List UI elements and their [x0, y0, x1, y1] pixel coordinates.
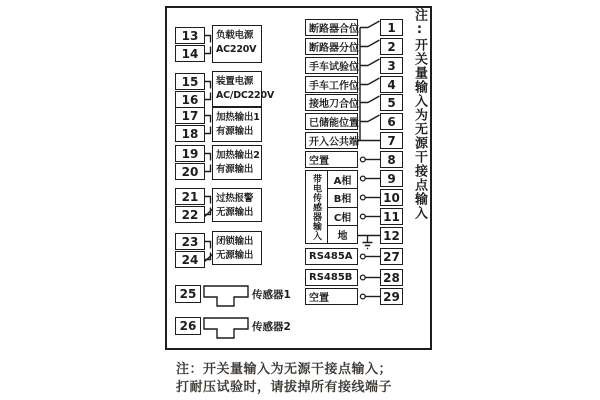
terminal-25: 25 — [175, 285, 201, 303]
label-line: 装置电源 — [216, 76, 254, 87]
sensor1-connector-shape — [204, 286, 248, 306]
pair-hook — [205, 36, 211, 54]
live-sensor-group-label: 带电传感器输入 — [306, 171, 328, 243]
label-phase-a: A相 — [328, 171, 357, 189]
terminal-22: 22 — [175, 206, 205, 223]
contact-symbol-icon — [360, 21, 380, 28]
contact-symbol-icon — [360, 40, 380, 47]
terminal-19: 19 — [175, 145, 205, 162]
label-breaker-open: 断路器分位 — [305, 38, 358, 55]
label-line: 有源输出 — [216, 126, 254, 137]
label-line: AC/DC220V — [216, 90, 275, 101]
label-spare-29: 空置 — [305, 288, 358, 305]
pair-hook — [205, 154, 211, 172]
live-sensor-phase-cells — [328, 171, 357, 243]
contact-symbol-icon — [360, 78, 380, 85]
label-breaker-closed: 断路器合位 — [305, 19, 358, 36]
terminal-11: 11 — [380, 208, 403, 225]
terminal-17: 17 — [175, 107, 205, 124]
terminal-26: 26 — [175, 317, 201, 335]
contact-symbol-icon — [360, 115, 380, 122]
terminal-28: 28 — [380, 269, 403, 286]
terminal-7: 7 — [380, 132, 403, 149]
terminal-dot-icon — [360, 176, 365, 181]
terminal-24: 24 — [175, 251, 205, 268]
sensor1-label: 传感器1 — [252, 289, 291, 301]
terminal-23: 23 — [175, 233, 205, 250]
label-input-common: 开入公共端 — [305, 132, 358, 149]
label-rs485b: RS485B — [305, 269, 358, 286]
terminal-dot-icon — [360, 195, 365, 200]
terminal-18: 18 — [175, 125, 205, 142]
terminal-27: 27 — [380, 248, 403, 265]
terminal-dot-icon — [360, 254, 365, 259]
label-lockout-output — [212, 231, 262, 265]
terminal-dot-icon — [360, 294, 365, 299]
terminal-8: 8 — [380, 151, 403, 168]
label-overheat-alarm — [212, 188, 262, 222]
terminal-9: 9 — [380, 170, 403, 187]
terminal-13: 13 — [175, 27, 205, 44]
terminal-29: 29 — [380, 288, 403, 305]
label-phase-b: B相 — [328, 189, 357, 207]
label-heater-output-1 — [212, 107, 262, 142]
label-line: 加热输出2 — [216, 150, 260, 161]
terminal-2: 2 — [380, 38, 403, 55]
terminal-dot-icon — [360, 157, 365, 162]
label-line: 过热报警 — [216, 193, 254, 204]
ground-icon — [358, 236, 380, 249]
terminal-5: 5 — [380, 94, 403, 111]
label-line: 闭锁输出 — [216, 236, 254, 247]
sensor2-connector-shape — [204, 318, 248, 338]
terminal-dot-icon — [360, 275, 365, 280]
label-heater-output-2 — [212, 145, 262, 180]
label-cart-test-position: 手车试验位 — [305, 57, 358, 74]
terminal-1: 1 — [380, 19, 403, 36]
side-note-vertical: 注:开关量输入为无源干接点输入 — [412, 8, 427, 220]
label-rs485a: RS485A — [305, 248, 358, 265]
label-line: 无源输出 — [216, 250, 254, 261]
pair-hook — [205, 116, 211, 134]
terminal-4: 4 — [380, 76, 403, 93]
contact-symbol-icon — [360, 96, 380, 103]
bottom-note-line2: 打耐压试验时，请拔掉所有接线端子 — [176, 380, 393, 395]
label-cart-work-position: 手车工作位 — [305, 76, 358, 93]
terminal-21: 21 — [175, 188, 205, 205]
sensor2-label: 传感器2 — [252, 321, 291, 333]
terminal-dot-icon — [360, 214, 365, 219]
terminal-20: 20 — [175, 163, 205, 180]
terminal-10: 10 — [380, 189, 403, 206]
label-spare-8: 空置 — [305, 151, 358, 168]
terminal-14: 14 — [175, 45, 205, 62]
live-sensor-input-group — [305, 170, 358, 244]
label-line: 负载电源 — [216, 30, 254, 41]
label-ground: 地 — [337, 230, 348, 242]
terminal-3: 3 — [380, 57, 403, 74]
terminal-12: 12 — [380, 227, 403, 244]
label-phase-c: C相 — [328, 208, 357, 226]
terminal-6: 6 — [380, 113, 403, 130]
terminal-16: 16 — [175, 91, 205, 108]
pair-hook — [205, 82, 211, 100]
label-line: AC220V — [216, 44, 257, 55]
terminal-15: 15 — [175, 73, 205, 90]
label-energy-stored: 已储能位置 — [305, 113, 358, 130]
label-load-power — [212, 25, 262, 63]
bottom-note-line1: 注：开关量输入为无源干接点输入； — [176, 362, 393, 377]
contact-symbol-icon — [360, 59, 380, 66]
label-line: 无源输出 — [216, 207, 254, 218]
label-line: 有源输出 — [216, 164, 254, 175]
label-ground-knife-closed: 接地刀合位 — [305, 94, 358, 111]
label-device-power — [212, 71, 275, 107]
label-line: 加热输出1 — [216, 112, 260, 123]
